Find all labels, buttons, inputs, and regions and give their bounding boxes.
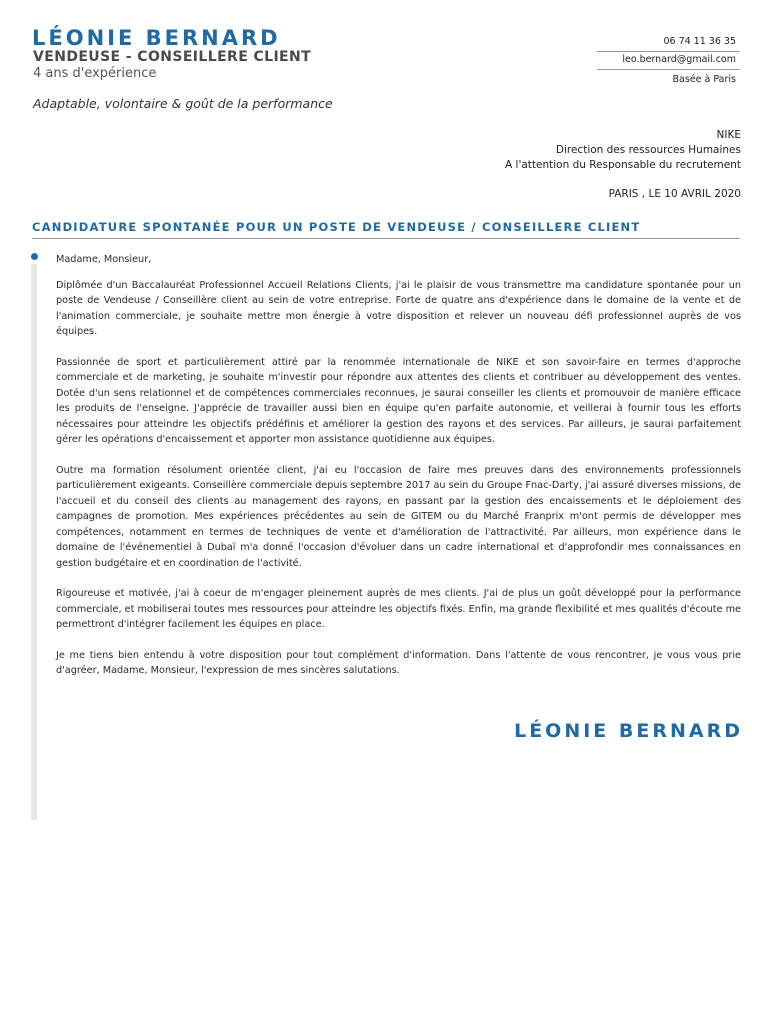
sidebar-accent-bar bbox=[31, 264, 37, 820]
signature-name: LÉONIE BERNARD bbox=[514, 720, 743, 742]
recipient-block bbox=[505, 128, 741, 173]
recipient-department: Direction des ressources Humaines bbox=[555, 144, 741, 156]
contact-phone[interactable]: 06 74 11 36 35 bbox=[597, 34, 740, 52]
candidate-name: LÉONIE BERNARD bbox=[32, 26, 281, 50]
letter-body bbox=[56, 252, 741, 694]
tagline: Adaptable, volontaire & goût de la performance bbox=[33, 96, 333, 111]
date-line: PARIS , LE 10 AVRIL 2020 bbox=[608, 188, 741, 200]
contact-block bbox=[597, 34, 740, 88]
letter-salutation: Madame, Monsieur, bbox=[56, 254, 152, 265]
letter-paragraph-2: Passionnée de sport et particulièrement attiré par la renommée internationale de NIKE et son savoir-faire en termes d'approche commerciale et de marketing, je souhaite m'investir pour répondre aux attentes des clients et contribuer au développement des ventes. Dotée d'un sens relationnel et de compétences commerciales reconnues, je saurai conseiller les clients et promouvoir de manière efficace les produits de l'enseigne. J'apprécie de travailler aussi bien en équipe qu'en parfaite autonomie, et veillerai à fournir tous les efforts nécessaires pour atteindre les objectifs prédéfinis et améliorer la gestion des rayons et des services. Par ailleurs, je saurai parfaitement gérer les opérations d'encaissement et apporter mon assistance quotidienne aux équipes. bbox=[56, 356, 741, 445]
letter-paragraph-4: Rigoureuse et motivée, j'ai à coeur de m'engager pleinement auprès de mes clients. J'ai de plus un goût développé pour la performance commerciale, et mobiliserai toutes mes ressources pour atteindre les objectifs fixés. Enfin, ma grande flexibilité et mes qualités d'écoute me permettront d'intégrer facilement les équipes en place. bbox=[56, 588, 741, 630]
recipient-attention: A l'attention du Responsable du recrutement bbox=[505, 159, 741, 171]
recipient-company: NIKE bbox=[716, 129, 741, 141]
experience-summary: 4 ans d'expérience bbox=[33, 66, 157, 81]
contact-location: Basée à Paris bbox=[672, 74, 736, 85]
contact-email[interactable]: leo.bernard@gmail.com bbox=[597, 52, 740, 70]
letter-subject: CANDIDATURE SPONTANÉE POUR UN POSTE DE VENDEUSE / CONSEILLERE CLIENT bbox=[32, 220, 740, 239]
letter-paragraph-1: Diplômée d'un Baccalauréat Professionnel Accueil Relations Clients, j'ai le plaisir de vous transmettre ma candidature spontanée pour un poste de Vendeuse / Conseillère client au sein de votre entreprise. Forte de quatre ans d'expérience dans le domaine de la vente et de l'animation commerciale, je souhaite mettre mon énergie à votre disposition et relever un nouveau défi professionnel auprès de vos équipes. bbox=[56, 279, 741, 337]
letter-paragraph-5: Je me tiens bien entendu à votre disposition pour tout complément d'information. Dans l'attente de vous rencontrer, je vous vous prie d'agréer, Madame, Monsieur, l'expression de mes sincères salutations. bbox=[56, 649, 741, 676]
job-title: VENDEUSE - CONSEILLERE CLIENT bbox=[33, 49, 312, 65]
letter-paragraph-3: Outre ma formation résolument orientée client, j'ai eu l'occasion de faire mes preuves dans des environnements professionnels particulièrement exigeants. Conseillère commerciale depuis septembre 2017 au sein du Groupe Fnac-Darty, j'ai assuré diverses missions, de l'accueil et du conseil des clients au management des rayons, en passant par la gestion des encaissements et le déploiement des campagnes de promotion. Mes expériences précédentes au sein de GITEM ou du Marché Franprix m'ont permis de développer mes compétences, notamment en termes de techniques de vente et d'amélioration de l'attractivité. Par ailleurs, mon expérience dans le domaine de l'événementiel à Dubaï m'a donné l'occasion d'évoluer dans un cadre international et d'approfondir mes connaissances en gestion budgétaire et en coordination de l'activité. bbox=[56, 464, 741, 569]
bullet-dot-icon bbox=[31, 253, 38, 260]
